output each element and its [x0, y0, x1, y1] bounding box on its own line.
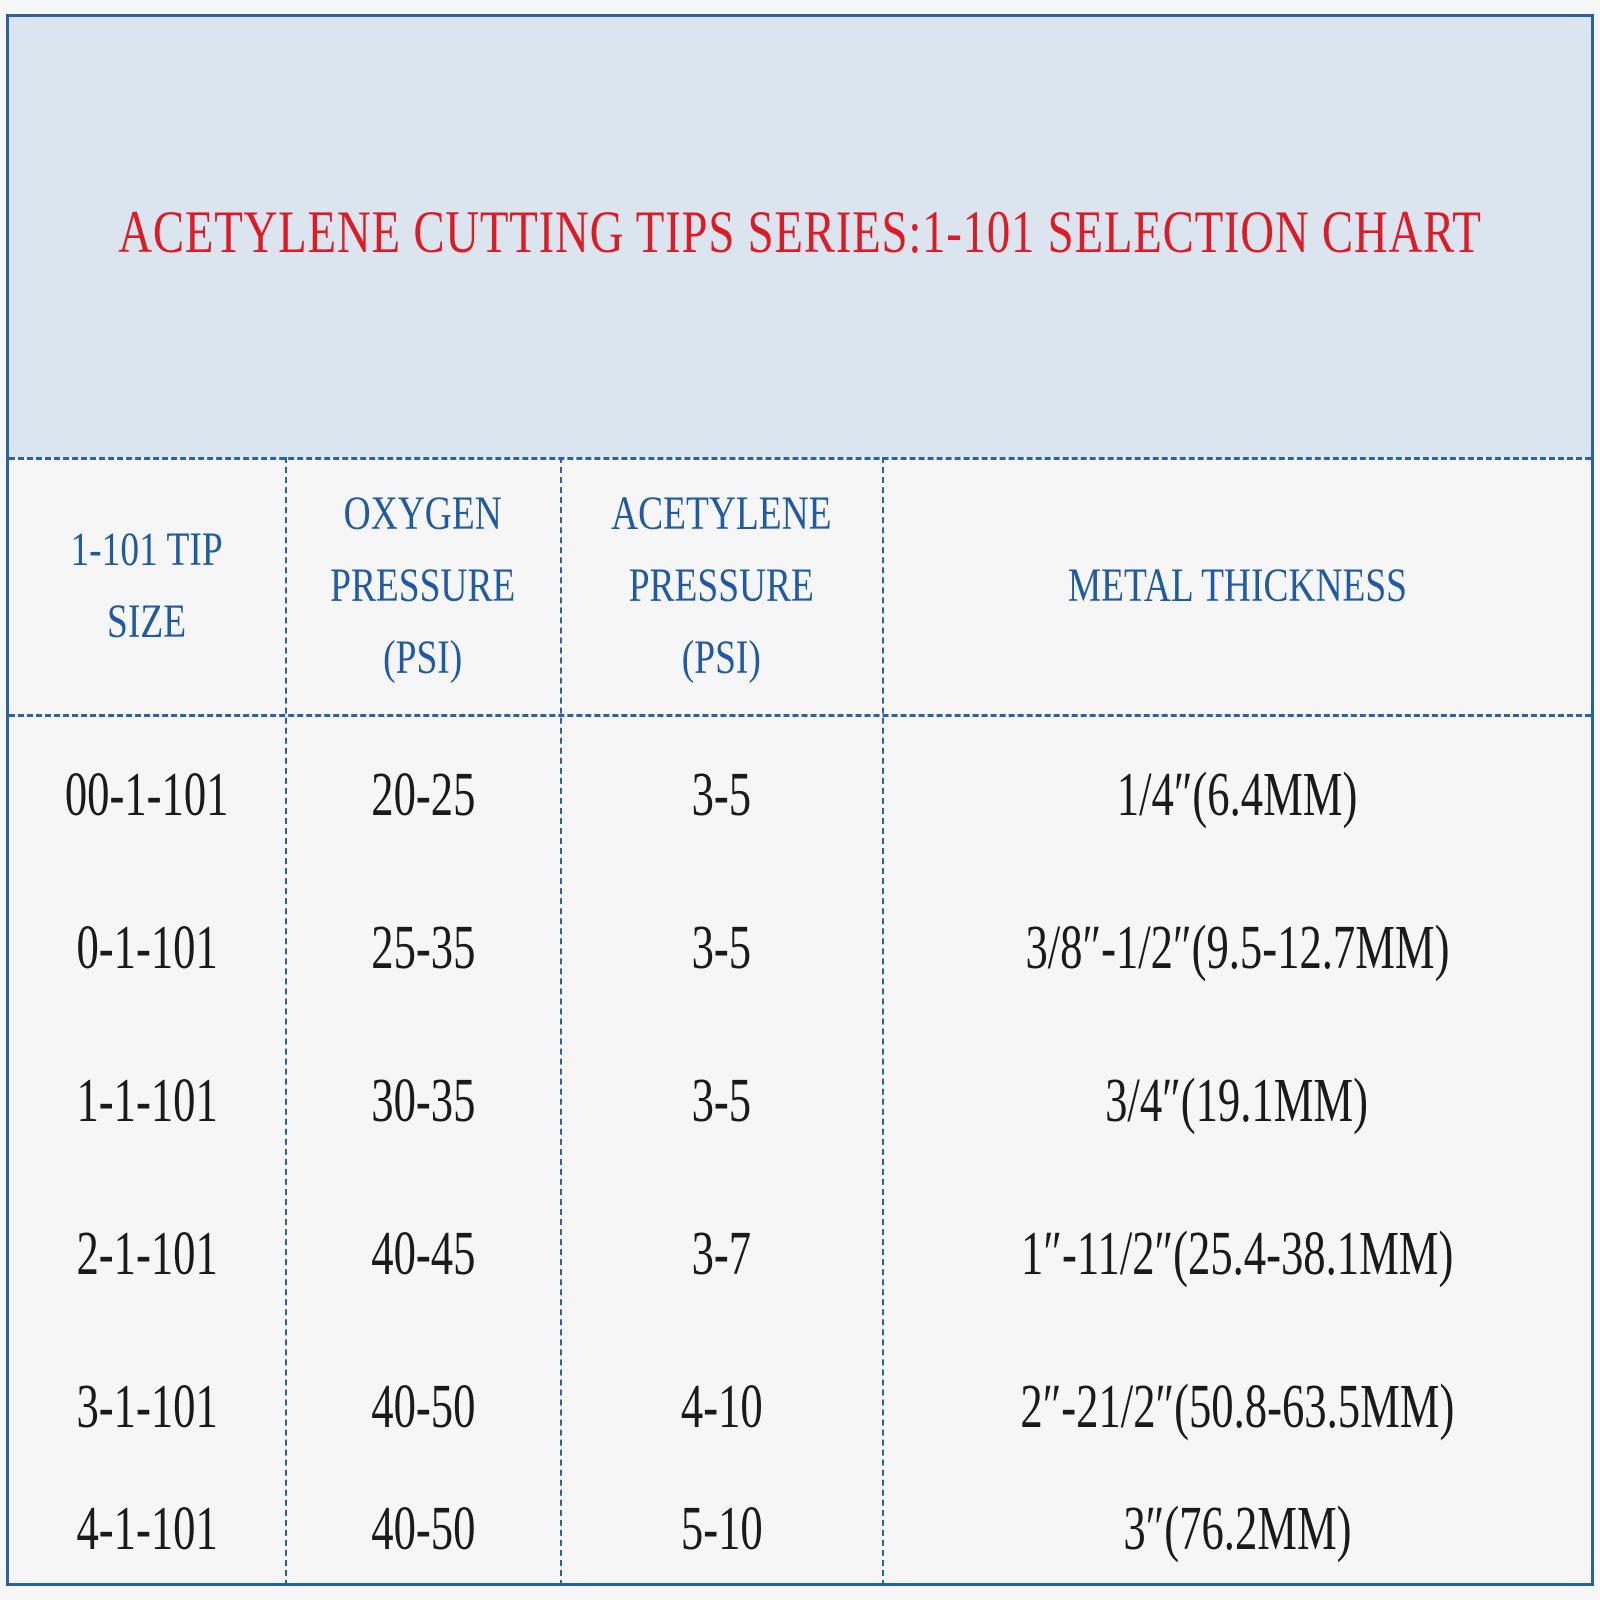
metal-thickness-cell: 3/4″(19.1MM) [1105, 1066, 1369, 1135]
tip-size-cell: 2-1-101 [76, 1219, 218, 1288]
tip-size-cell: 00-1-101 [65, 760, 229, 829]
header-line: PRESSURE [628, 558, 815, 612]
header-metal-thickness [883, 457, 1591, 714]
header-line: METAL THICKNESS [1067, 558, 1407, 612]
header-tip-size [9, 457, 285, 714]
header-line: ACETYLENE [611, 486, 832, 540]
header-line: OXYGEN [343, 486, 503, 540]
selection-chart-table [6, 14, 1594, 1586]
tip-size-cell: 1-1-101 [76, 1066, 218, 1135]
oxygen-pressure-cell: 25-35 [370, 913, 476, 982]
tip-size-cell: 4-1-101 [76, 1494, 218, 1563]
title-band [9, 17, 1591, 457]
oxygen-pressure-cell: 30-35 [370, 1066, 476, 1135]
metal-thickness-cell: 3/8″-1/2″(9.5-12.7MM) [1024, 913, 1450, 982]
acetylene-pressure-cell: 3-7 [691, 1219, 752, 1288]
metal-thickness-cell: 2″-21/2″(50.8-63.5MM) [1020, 1372, 1454, 1441]
header-bottom-line [9, 714, 1591, 717]
acetylene-pressure-cell: 3-5 [691, 913, 752, 982]
header-oxygen-pressure [286, 457, 560, 714]
acetylene-pressure-cell: 3-5 [691, 760, 752, 829]
header-line: (PSI) [681, 630, 762, 684]
header-line: PRESSURE [330, 558, 516, 612]
acetylene-pressure-cell: 3-5 [691, 1066, 752, 1135]
oxygen-pressure-cell: 20-25 [370, 760, 476, 829]
header-line: SIZE [107, 594, 187, 648]
oxygen-pressure-cell: 40-50 [370, 1494, 476, 1563]
oxygen-pressure-cell: 40-45 [370, 1219, 476, 1288]
acetylene-pressure-cell: 5-10 [680, 1494, 763, 1563]
oxygen-pressure-cell: 40-50 [370, 1372, 476, 1441]
header-line: 1-101 TIP [70, 522, 224, 576]
chart-title: ACETYLENE CUTTING TIPS SERIES:1-101 SELECTION CHART [118, 198, 1482, 265]
header-line: (PSI) [383, 630, 463, 684]
tip-size-cell: 0-1-101 [76, 913, 218, 982]
acetylene-pressure-cell: 4-10 [680, 1372, 763, 1441]
metal-thickness-cell: 1″-11/2″(25.4-38.1MM) [1020, 1219, 1454, 1288]
header-acetylene-pressure [561, 457, 882, 714]
metal-thickness-cell: 1/4″(6.4MM) [1116, 760, 1358, 829]
metal-thickness-cell: 3″(76.2MM) [1122, 1494, 1352, 1563]
tip-size-cell: 3-1-101 [76, 1372, 218, 1441]
table-grid [9, 457, 1591, 1586]
